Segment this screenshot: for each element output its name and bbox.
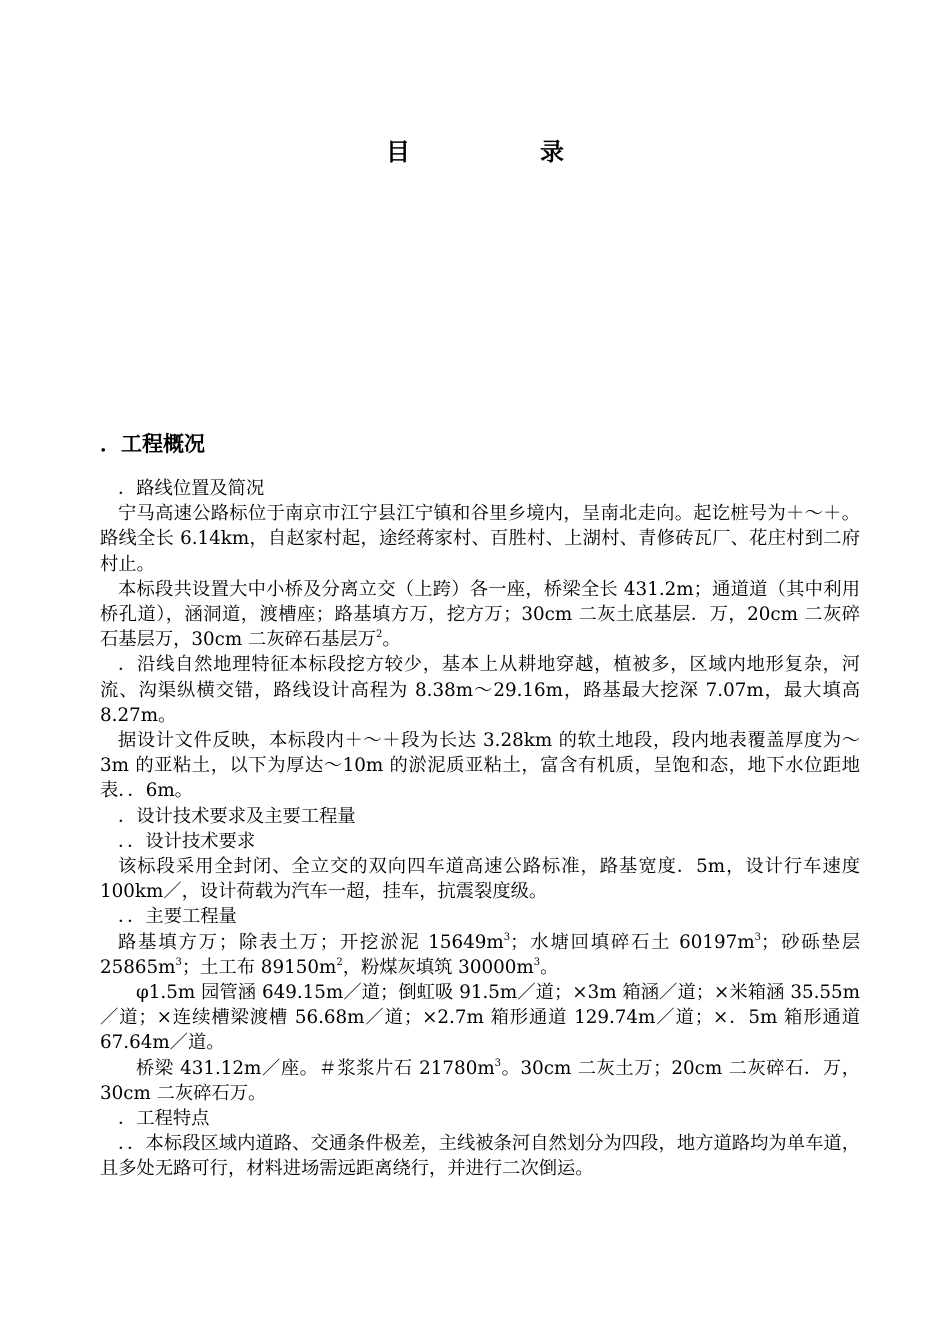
subheading-main-quantities: ．．主要工程量 [118, 906, 237, 928]
subheading-route-location: ．路线位置及简况 [118, 478, 265, 499]
subheading-project-features: ．工程特点 [118, 1108, 210, 1130]
subheading-design-requirements: ．设计技术要求及主要工程量 [118, 805, 356, 827]
paragraph-soft-soil: 据设计文件反映，本标段内＋～＋段为长达 3.28km 的软土地段，段内地表覆盖厚度为～3m 的亚粘土，以下为厚达～10m 的淤泥质亚粘土，富含有机质，呈饱和态，地下水位距地表．．6m。 [100, 730, 860, 802]
paragraph-culverts: φ1.5m 园管涵 649.15m／道；倒虹吸 91.5m／道；×3m 箱涵／道；×米箱涵 35.55m／道；×连续槽梁渡槽 56.68m／道；×2.7m 箱形通道 129.74m／道；×．5m 箱形通道 67.64m／道。 [100, 982, 860, 1054]
subheading-technical-requirements: ．．设计技术要求 [118, 830, 256, 852]
toc-title-right: 录 [540, 138, 564, 166]
paragraph-traffic-conditions: ．．本标段区域内道路、交通条件极差，主线被条河自然划分为四段，地方道路均为单车道，且多处无路可行，材料进场需远距离绕行，并进行二次倒运。 [100, 1133, 860, 1180]
paragraph-earthworks: 路基填方万；除表土万；开挖淤泥 $15649m^3$；水塘回填碎石土 $60197m^3$；砂砾垫层 $25865m^3$；土工布 $89150m^2$，粉煤灰填筑 $30000m^3$。 [100, 931, 860, 978]
paragraph-bridges: 桥梁 431.12m／座。＃浆浆片石 $21780m^3$。30cm 二灰土万；20cm 二灰碎石．万，30cm 二灰碎石万。 [100, 1057, 861, 1104]
toc-title [0, 132, 950, 167]
section-heading: ．工程概况 [100, 432, 205, 456]
paragraph-natural-features: ．沿线自然地理特征本标段挖方较少，基本上从耕地穿越，植被多，区域内地形复杂，河流、沟渠纵横交错，路线设计高程为 8.38m～29.16m，路基最大挖深 7.07m，最大填高 8.27m。 [100, 654, 860, 726]
paragraph-structures: 本标段共设置大中小桥及分离立交（上跨）各一座，桥梁全长 431.2m；通道道（其中利用桥孔道），涵洞道，渡槽座；路基填方万，挖方万；30cm 二灰土底基层．万，20cm 二灰碎石基层万，30cm 二灰碎石基层万$^2$。 [100, 578, 860, 651]
body-text [100, 476, 860, 1182]
paragraph-route-overview: 宁马高速公路标位于南京市江宁县江宁镇和谷里乡境内，呈南北走向。起讫桩号为＋～＋。路线全长 6.14km，自赵家村起，途经蒋家村、百胜村、上湖村、青修砖瓦厂、花庄村到二府村止。 [100, 503, 860, 575]
paragraph-design-standard: 该标段采用全封闭、全立交的双向四车道高速公路标准，路基宽度．5m，设计行车速度 100km／，设计荷载为汽车一超，挂车，抗震裂度级。 [100, 856, 860, 903]
toc-title-left: 目 [386, 138, 410, 166]
